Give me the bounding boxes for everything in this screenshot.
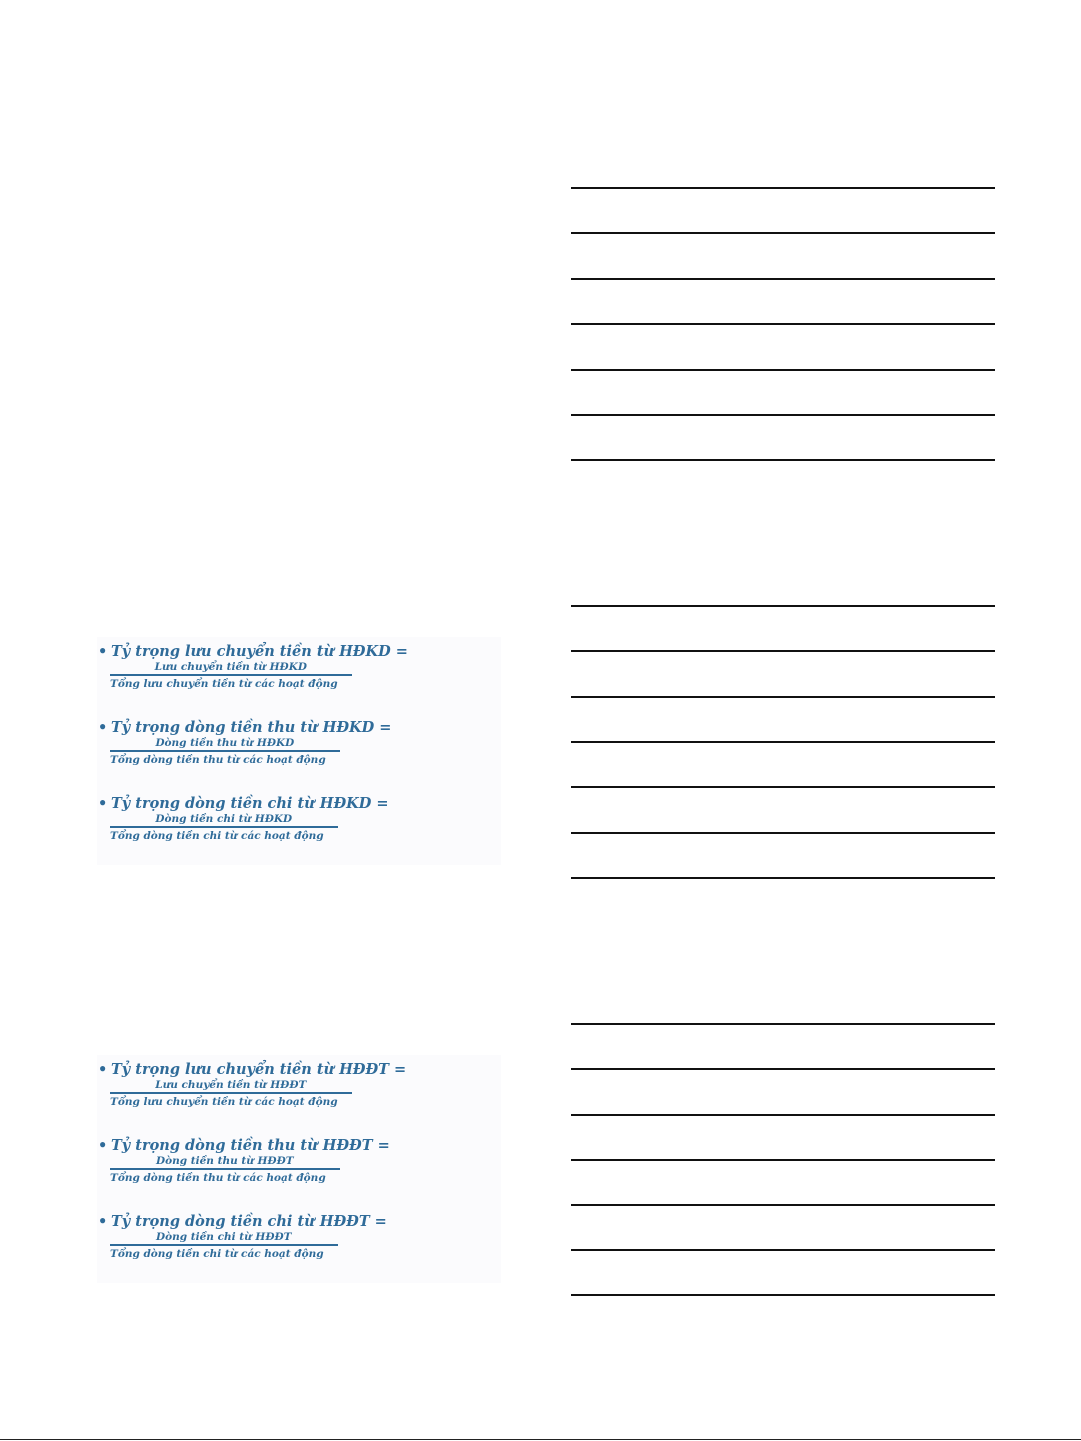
fraction-numerator: Lưu chuyển tiền từ HĐĐT (155, 1079, 307, 1091)
fraction-numerator: Lưu chuyển tiền từ HĐKD (154, 661, 307, 673)
formula-lhs (97, 1061, 497, 1078)
fraction-numerator: Dòng tiền chi từ HĐĐT (156, 1231, 292, 1243)
formula-item (97, 1137, 497, 1185)
note-line (571, 323, 995, 325)
fraction-numerator: Dòng tiền thu từ HĐĐT (156, 1155, 294, 1167)
note-line (571, 741, 995, 743)
formula-item (97, 1213, 497, 1261)
fraction (110, 1155, 340, 1184)
note-line (571, 459, 995, 461)
formula-lhs (97, 1213, 497, 1230)
formula-lhs-text: Tỷ trọng dòng tiền thu từ HĐĐT = (111, 1137, 390, 1154)
bullet-icon: • (98, 795, 108, 812)
formula-item (97, 719, 497, 767)
fraction-bar (110, 1168, 340, 1170)
formula-lhs-text: Tỷ trọng dòng tiền thu từ HĐKD = (111, 719, 392, 736)
fraction-bar (110, 1092, 352, 1094)
fraction-denominator: Tổng dòng tiền thu từ các hoạt động (110, 1172, 326, 1184)
fraction-denominator: Tổng dòng tiền chi từ các hoạt động (110, 830, 324, 842)
fraction-denominator: Tổng dòng tiền thu từ các hoạt động (110, 754, 326, 766)
formula-lhs-text: Tỷ trọng lưu chuyển tiền từ HĐĐT = (111, 1061, 407, 1078)
fraction-bar (110, 1244, 338, 1246)
formula-lhs (97, 1137, 497, 1154)
fraction-numerator: Dòng tiền thu từ HĐKD (155, 737, 295, 749)
fraction-bar (110, 750, 340, 752)
fraction (110, 813, 338, 842)
note-line (571, 832, 995, 834)
bullet-icon: • (98, 1061, 108, 1078)
note-line (571, 232, 995, 234)
fraction-bar (110, 826, 338, 828)
note-line (571, 414, 995, 416)
fraction-numerator: Dòng tiền chi từ HĐKD (155, 813, 293, 825)
page-bottom-rule (0, 1439, 1081, 1440)
fraction (110, 1231, 338, 1260)
bullet-icon: • (98, 643, 108, 660)
note-line (571, 786, 995, 788)
formula-item (97, 1061, 497, 1109)
bullet-icon: • (98, 1213, 108, 1230)
formula-lhs-text: Tỷ trọng lưu chuyển tiền từ HĐKD = (111, 643, 408, 660)
note-line (571, 1023, 995, 1025)
slide-thumbnail-hddt (97, 1055, 501, 1283)
formula-lhs-text: Tỷ trọng dòng tiền chi từ HĐKD = (111, 795, 389, 812)
note-line (571, 605, 995, 607)
bullet-icon: • (98, 1137, 108, 1154)
note-line (571, 877, 995, 879)
fraction-denominator: Tổng lưu chuyển tiền từ các hoạt động (110, 678, 338, 690)
note-line (571, 278, 995, 280)
fraction-denominator: Tổng lưu chuyển tiền từ các hoạt động (110, 1096, 338, 1108)
fraction-bar (110, 674, 352, 676)
formula-lhs-text: Tỷ trọng dòng tiền chi từ HĐĐT = (111, 1213, 387, 1230)
formula-item (97, 795, 497, 843)
formula-lhs (97, 719, 497, 736)
bullet-icon: • (98, 719, 108, 736)
note-line (571, 1249, 995, 1251)
slide-thumbnail-hdkd (97, 637, 501, 865)
fraction (110, 737, 340, 766)
fraction-denominator: Tổng dòng tiền chi từ các hoạt động (110, 1248, 324, 1260)
fraction (110, 661, 352, 690)
note-line (571, 369, 995, 371)
note-line (571, 1159, 995, 1161)
note-line (571, 1294, 995, 1296)
note-line (571, 1068, 995, 1070)
note-line (571, 650, 995, 652)
formula-lhs (97, 795, 497, 812)
note-line (571, 187, 995, 189)
note-line (571, 1114, 995, 1116)
note-line (571, 696, 995, 698)
note-line (571, 1204, 995, 1206)
formula-item (97, 643, 497, 691)
fraction (110, 1079, 352, 1108)
formula-lhs (97, 643, 497, 660)
